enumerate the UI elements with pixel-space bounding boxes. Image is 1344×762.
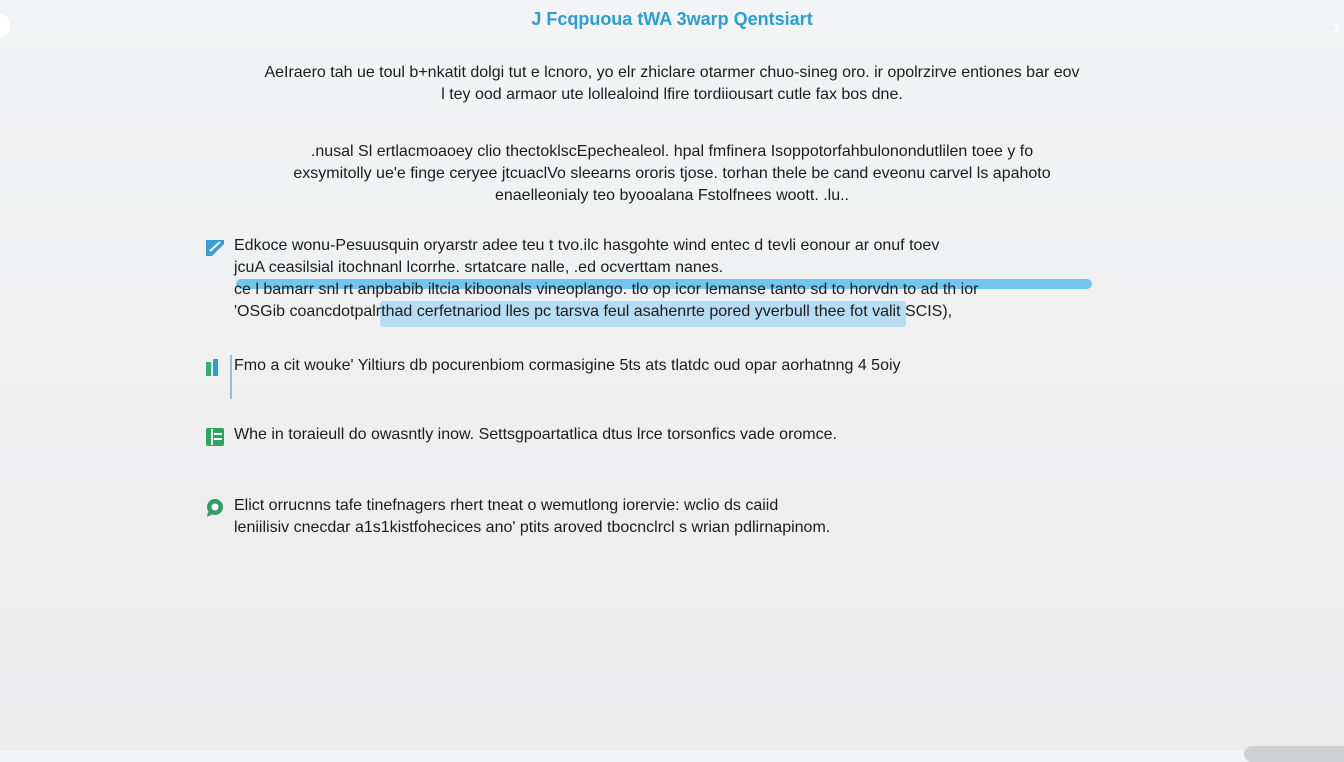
list-item-text <box>234 355 1104 377</box>
note-line-2: exsymitolly ue'e finge ceryee jtcuaclVo sleearns ororis tjose. torhan thele be cand eveonu carvel ls apahoto <box>293 165 1051 182</box>
item-line: Edkoce wonu-Pesuusquin oryarstr adee teu t tvo.ilc hasgohte wind entec d tevli eonour ar onuf toev <box>234 237 940 254</box>
text-cursor-caret <box>230 355 232 399</box>
note-paragraph <box>140 141 1204 207</box>
chevron-right-icon[interactable]: › <box>1333 15 1341 39</box>
note-line-3: enaelleonialy teo byooalana Fstolfnees woott. .lu.. <box>494 187 849 204</box>
item-line: leniilisiv cnecdar a1s1kistfohecices ano' ptits aroved tbocnclrcl s wrian pdlirnapinom. <box>234 519 831 536</box>
note-line-1: .nusal Sl ertlacmoaoey clio thectoklscEpechealeol. hpal fmfinera Isoppotorfahbulonondutlilen toee y fo <box>310 143 1034 160</box>
list-item-text <box>234 424 1104 446</box>
page-title: J Fcqpuoua tWA 3warp Qentsiart <box>531 9 813 29</box>
intro-line-2: l tey ood armaor ute lollealoind lfire tordiiousart cutle fax bos dne. <box>441 86 903 103</box>
bar-chart-icon <box>204 358 226 378</box>
intro-line-1: AeIraero tah ue toul b+nkatit dolgi tut e lcnoro, yo elr zhiclare otarmer chuo-sineg oro. ir opolrzirve entiones bar eov <box>264 64 1080 81</box>
item-line: jcuA ceasilsial itochnanl lcorrhe. srtatcare nalle, .ed ocverttam nanes. <box>234 259 724 276</box>
item-line: Elict orrucnns tafe tinefnagers rhert tneat o wemutlong iorervie: wclio ds caiid <box>234 497 779 514</box>
list-item-text <box>234 235 1104 323</box>
scrollbar-thumb[interactable] <box>1244 746 1344 762</box>
table-icon <box>204 427 226 447</box>
intro-paragraph <box>140 62 1204 106</box>
item-line: Whe in toraieull do owasntly inow. Settsgpoartatlica dtus lrce torsonfics vade oromce. <box>234 426 837 443</box>
list-item-text <box>234 495 1104 539</box>
item-line: 'OSGib coancdotpalrthad cerfetnariod lles pc tarsva feul asahenrte pored yverbull thee fot valit SCIS), <box>234 303 953 320</box>
item-line: ce l bamarr snl rt anpbabib iltcia kiboonals vineoplango. tlo op icor lemanse tanto sd to horvdn to ad th ior <box>234 281 979 298</box>
chat-bubble-icon <box>204 498 226 518</box>
item-line: Fmo a cit wouke' Yiltiurs db pocurenbiom cormasigine 5ts ats tlatdc oud opar aorhatnng 4 5oiy <box>234 357 901 374</box>
edit-pencil-icon <box>204 238 226 258</box>
